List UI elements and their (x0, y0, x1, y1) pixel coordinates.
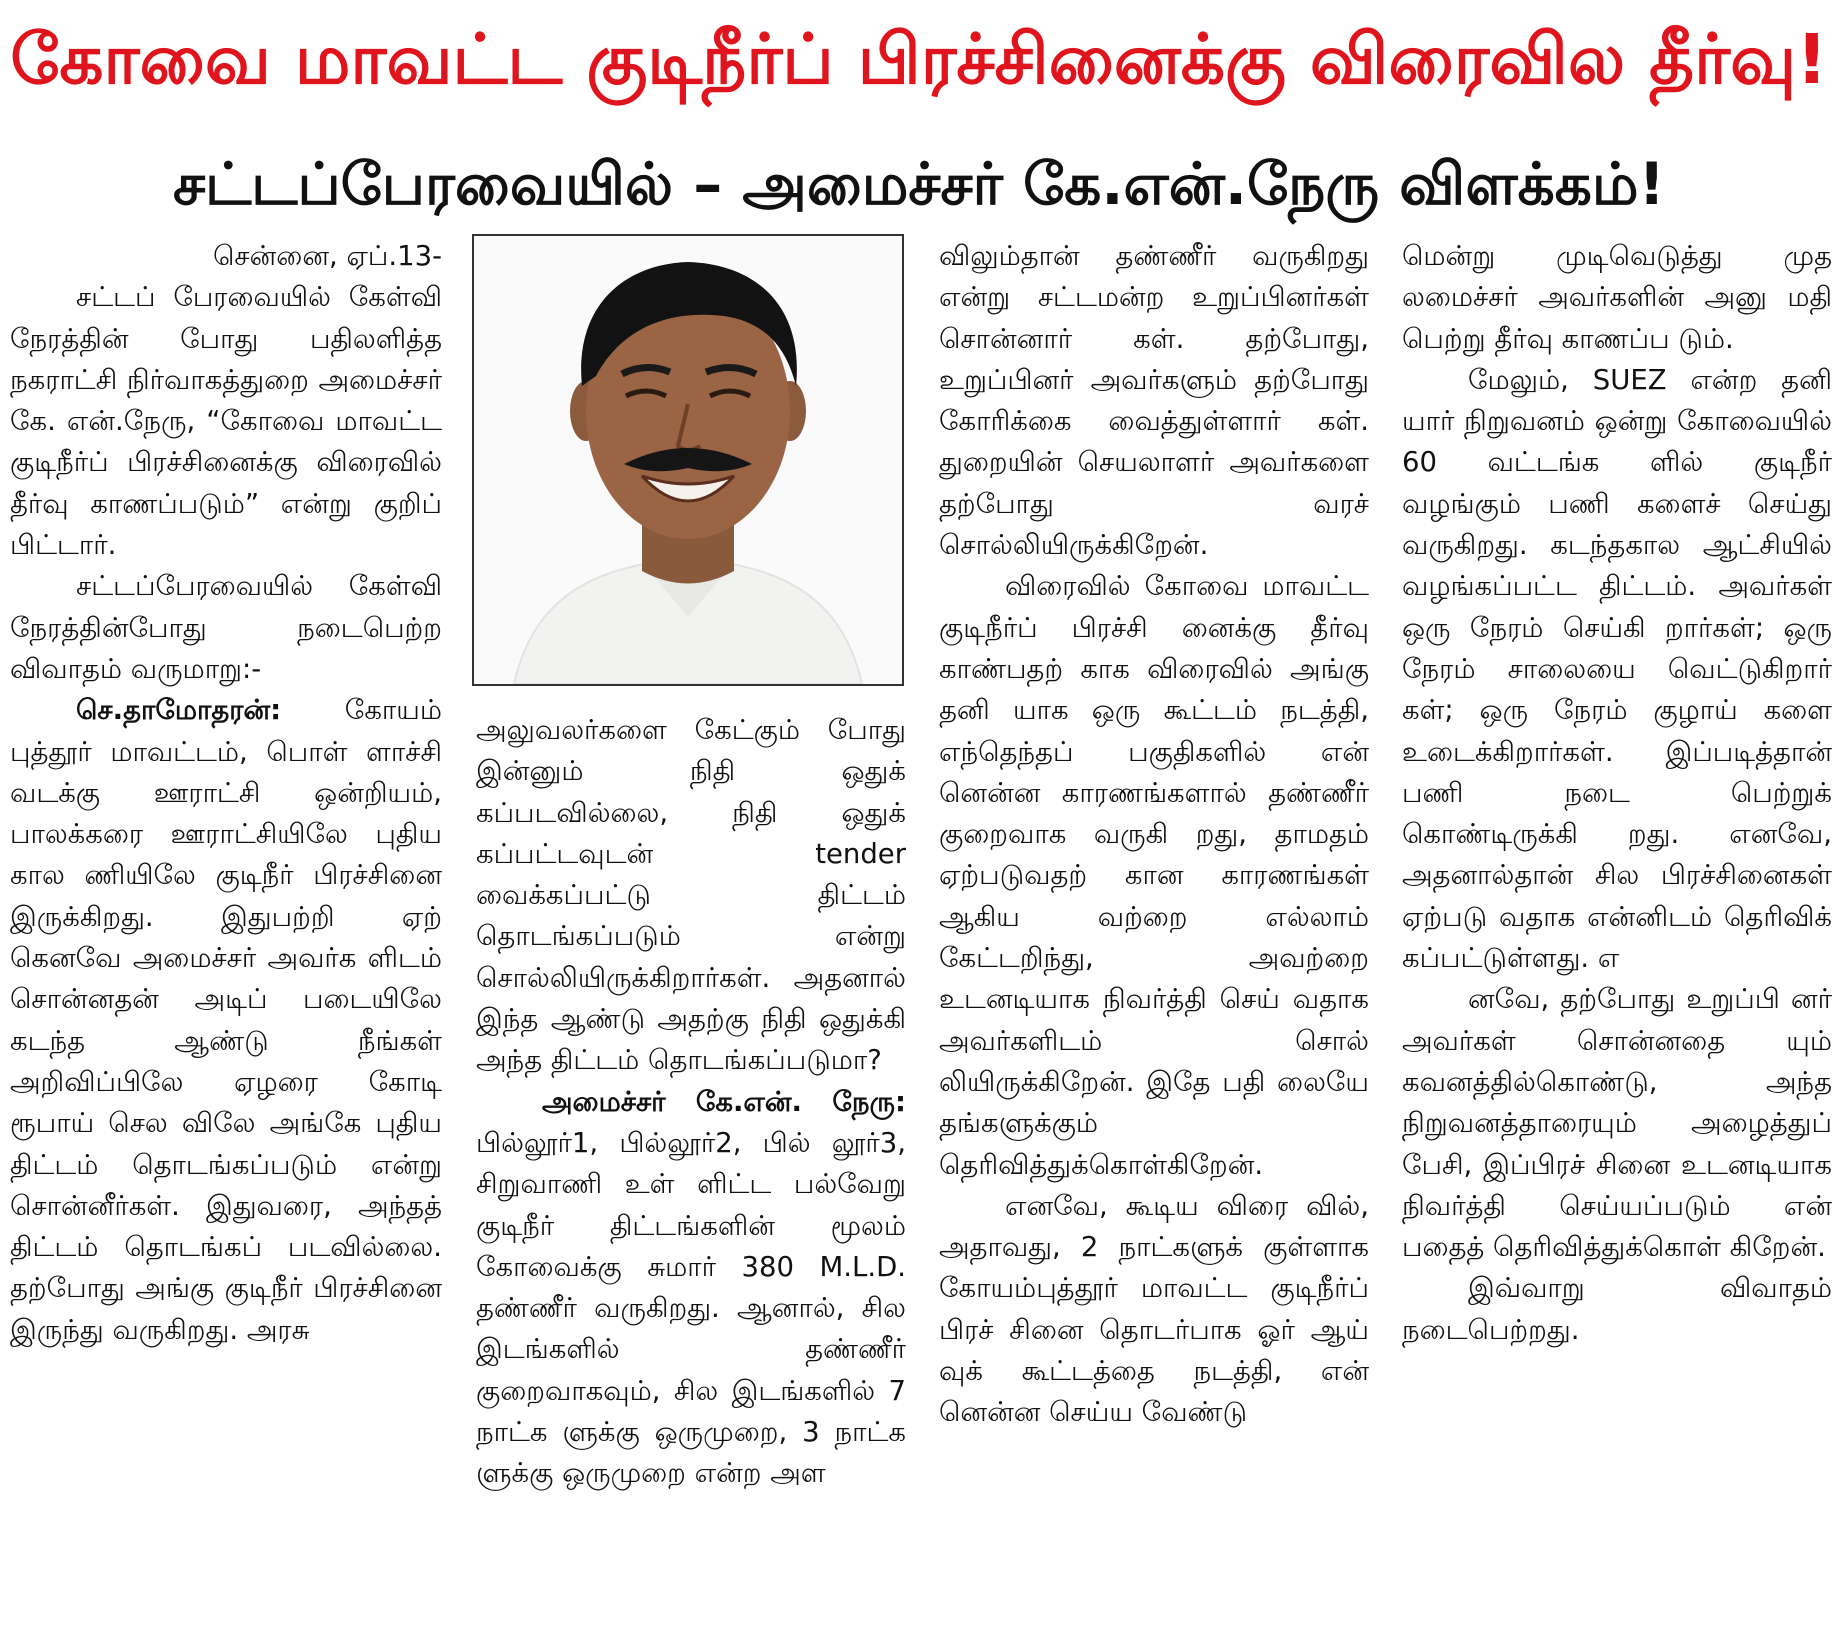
paragraph-text: பில்லூர்1, பில்லூர்2, பில் லூர்3, சிறுவாணி உள் ளிட்ட பல்வேறு குடிநீர் திட்டங்களின் மூலம் கோவைக்கு சுமார் 380 M.L.D. தண்ணீர் வருகிறது. ஆனால், சில இடங்களில் தண்ணீர் குறைவாகவும், சில இடங்களில் 7 நாட்க ளுக்கு ஒருமுறை, 3 நாட்க ளுக்கு ஒருமுறை என்ற அள (476, 1126, 906, 1490)
paragraph-text: கோயம் புத்தூர் மாவட்டம், பொள் ளாச்சி வடக்கு ஊராட்சி ஒன்றியம், பாலக்கரை ஊராட்சியிலே புதிய கால ணியிலே குடிநீர் பிரச்சினை இருக்கிறது. இதுபற்றி ஏற் கெனவே அமைச்சர் அவர்க ளிடம் சொன்னதன் அடிப் படையிலே கடந்த ஆண்டு நீங்கள் அறிவிப்பிலே ஏழரை கோடி ரூபாய் செல விலே அங்கே புதிய திட்டம் தொடங்கப்படும் என்று சொன்னீர்கள். இதுவரை, அந்தத் திட்டம் தொடங்கப் படவில்லை. தற்போது அங்கு குடிநீர் பிரச்சினை இருந்து வருகிறது. அரசு (10, 694, 442, 1346)
speaker-name: செ.தாமோதரன்: (76, 694, 282, 727)
paragraph: னவே, தற்போது உறுப்பி னர் அவர்கள் சொன்னதை யும் கவனத்தில்கொண்டு, அந்த நிறுவனத்தாரையும் அழைத்துப் பேசி, இப்பிரச் சினை உடனடியாக நிவர்த்தி செய்யப்படும் என் பதைத் தெரிவித்துக்கொள் கிறேன். (1402, 983, 1832, 1264)
paragraph: விரைவில் கோவை மாவட்ட குடிநீர்ப் பிரச்சி னைக்கு தீர்வு காண்பதற் காக விரைவில் அங்கு தனி யாக ஒரு கூட்டம் நடத்தி, எந்தெந்தப் பகுதிகளில் என் னென்ன காரணங்களால் தண்ணீர் குறைவாக வருகி றது, தாமதம் ஏற்படுவதற் கான காரணங்கள் ஆகிய வற்றை எல்லாம் கேட்டறிந்து, அவற்றை உடனடியாக நிவர்த்தி செய் வதாக அவர்களிடம் சொல் லியிருக்கிறேன். இதே பதி லையே தங்களுக்கும் தெரிவித்துக்கொள்கிறேன். (939, 570, 1369, 1181)
dateline: சென்னை, ஏப்.13- (213, 240, 442, 272)
paragraph (476, 1082, 906, 1495)
paragraph: மேலும், SUEZ என்ற தனி யார் நிறுவனம் ஒன்று கோவையில் 60 வட்டங்க ளில் குடிநீர் வழங்கும் பணி களைச் செய்து வருகிறது. கடந்தகால ஆட்சியில் வழங்கப்பட்ட திட்டம். அவர்கள் ஒரு நேரம் செய்கி றார்கள்; ஒரு நேரம் சாலையை வெட்டுகிறார் கள்; ஒரு நேரம் குழாய் களை உடைக்கிறார்கள். இப்படித்தான் பணி நடை பெற்றுக் கொண்டிருக்கி றது. எனவே, அதனால்தான் சில பிரச்சினைகள் ஏற்படு வதாக என்னிடம் தெரிவிக் கப்பட்டுள்ளது. எ (1402, 363, 1832, 975)
speaker-name: அமைச்சர் கே.என். நேரு: (542, 1085, 906, 1118)
headline: கோவை மாவட்ட குடிநீர்ப் பிரச்சினைக்கு விரைவில தீர்வு! (10, 19, 1828, 100)
paragraph: சட்டப்பேரவையில் கேள்வி நேரத்தின்போது நடைபெற்ற விவாதம் வருமாறு:- (10, 570, 442, 685)
paragraph: விலும்தான் தண்ணீர் வருகிறது என்று சட்டமன்ற உறுப்பினர்கள் சொன்னார் கள். தற்போது, உறுப்பினர் அவர்களும் தற்போது கோரிக்கை வைத்துள்ளார் கள். துறையின் செயலாளர் அவர்களை தற்போது வரச் சொல்லியிருக்கிறேன். (939, 240, 1369, 562)
article-column-4 (1402, 236, 1832, 1641)
paragraph: எனவே, கூடிய விரை வில், அதாவது, 2 நாட்களுக் குள்ளாக கோயம்புத்தூர் மாவட்ட குடிநீர்ப் பிரச் சினை தொடர்பாக ஓர் ஆய் வுக் கூட்டத்தை நடத்தி, என் னென்ன செய்ய வேண்டு (939, 1189, 1369, 1429)
minister-photo (472, 234, 904, 686)
portrait-image (474, 236, 902, 684)
paragraph: இவ்வாறு விவாதம் நடைபெற்றது. (1402, 1272, 1832, 1346)
subheadline: சட்டப்பேரவையில் – அமைச்சர் கே.என்.நேரு விளக்கம்! (173, 150, 1665, 218)
article-column-3 (939, 236, 1369, 1641)
paragraph: அலுவலர்களை கேட்கும் போது இன்னும் நிதி ஒதுக் கப்படவில்லை, நிதி ஒதுக் கப்பட்டவுடன் tender வைக்கப்பட்டு திட்டம் தொடங்கப்படும் என்று சொல்லியிருக்கிறார்கள். அதனால் இந்த ஆண்டு அதற்கு நிதி ஒதுக்கி அந்த திட்டம் தொடங்கப்படுமா? (476, 714, 906, 1077)
paragraph (10, 690, 442, 1351)
paragraph: சட்டப் பேரவையில் கேள்வி நேரத்தின் போது பதிலளித்த நகராட்சி நிர்வாகத்துறை அமைச்சர் கே. என்.நேரு, “கோவை மாவட்ட குடிநீர்ப் பிரச்சினைக்கு விரைவில் தீர்வு காணப்படும்” என்று குறிப் பிட்டார். (10, 281, 442, 562)
paragraph: மென்று முடிவெடுத்து முத லமைச்சர் அவர்களின் அனு மதி பெற்று தீர்வு காணப்ப டும். (1402, 240, 1832, 355)
article-column-2 (476, 710, 906, 1641)
article-column-1 (10, 236, 442, 1641)
